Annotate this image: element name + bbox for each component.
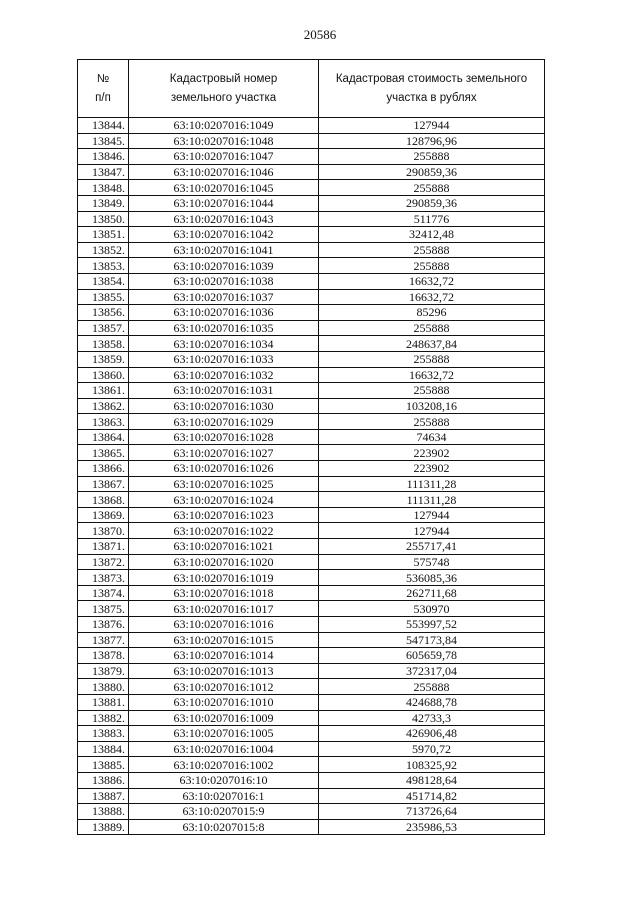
cell-row-number: 13871.: [78, 539, 129, 555]
cell-cadastral-number: 63:10:0207016:1020: [129, 554, 319, 570]
page-number: 20586: [303, 27, 337, 42]
cell-cadastral-cost: 255888: [319, 383, 545, 399]
cell-cadastral-cost: 255888: [319, 258, 545, 274]
header-number-line2: п/п: [95, 91, 111, 104]
header-cadastral-number: [129, 60, 319, 118]
cell-cadastral-number: 63:10:0207016:1012: [129, 679, 319, 695]
cell-cadastral-number: 63:10:0207016:1005: [129, 726, 319, 742]
cell-cadastral-number: 63:10:0207016:1045: [129, 180, 319, 196]
cell-row-number: 13862.: [78, 398, 129, 414]
cell-cadastral-cost: 5970,72: [319, 741, 545, 757]
header-cost-line1: Кадастровая стоимость земельного: [335, 72, 528, 85]
cell-cadastral-number: 63:10:0207016:1030: [129, 398, 319, 414]
cell-cadastral-number: 63:10:0207016:1042: [129, 227, 319, 243]
table-row: [78, 804, 545, 820]
table-row: [78, 164, 545, 180]
cell-cadastral-cost: 575748: [319, 554, 545, 570]
cell-cadastral-cost: 85296: [319, 305, 545, 321]
cell-cadastral-number: 63:10:0207016:1037: [129, 289, 319, 305]
cell-cadastral-number: 63:10:0207016:1017: [129, 601, 319, 617]
header-cost-line2: участка в рублях: [386, 91, 477, 104]
table-row: [78, 710, 545, 726]
cell-cadastral-number: 63:10:0207016:1016: [129, 617, 319, 633]
cell-cadastral-cost: 16632,72: [319, 289, 545, 305]
cell-cadastral-cost: 111311,28: [319, 476, 545, 492]
cell-row-number: 13884.: [78, 741, 129, 757]
cell-row-number: 13883.: [78, 726, 129, 742]
cell-cadastral-cost: 108325,92: [319, 757, 545, 773]
cell-cadastral-number: 63:10:0207016:1034: [129, 336, 319, 352]
cell-cadastral-number: 63:10:0207016:1036: [129, 305, 319, 321]
cell-cadastral-cost: 255888: [319, 180, 545, 196]
cell-cadastral-cost: 553997,52: [319, 617, 545, 633]
table-row: [78, 601, 545, 617]
cell-row-number: 13859.: [78, 351, 129, 367]
cell-row-number: 13877.: [78, 632, 129, 648]
cell-cadastral-cost: 262711,68: [319, 585, 545, 601]
cell-row-number: 13887.: [78, 788, 129, 804]
cell-row-number: 13849.: [78, 195, 129, 211]
cell-row-number: 13854.: [78, 273, 129, 289]
table-row: [78, 726, 545, 742]
cell-cadastral-cost: 16632,72: [319, 367, 545, 383]
cell-cadastral-cost: 290859,36: [319, 195, 545, 211]
table-row: [78, 367, 545, 383]
cell-cadastral-number: 63:10:0207016:1023: [129, 507, 319, 523]
cell-cadastral-cost: 223902: [319, 445, 545, 461]
table-row: [78, 570, 545, 586]
table-row: [78, 445, 545, 461]
cell-row-number: 13873.: [78, 570, 129, 586]
table-row: [78, 195, 545, 211]
table-row: [78, 648, 545, 664]
cell-cadastral-number: 63:10:0207016:1047: [129, 149, 319, 165]
table-row: [78, 694, 545, 710]
cell-cadastral-cost: 74634: [319, 429, 545, 445]
cell-cadastral-number: 63:10:0207016:1002: [129, 757, 319, 773]
cell-cadastral-number: 63:10:0207016:1010: [129, 694, 319, 710]
cell-row-number: 13865.: [78, 445, 129, 461]
table-row: [78, 133, 545, 149]
table-row: [78, 351, 545, 367]
cell-cadastral-number: 63:10:0207016:1041: [129, 242, 319, 258]
table-row: [78, 663, 545, 679]
table-row: [78, 118, 545, 134]
cell-row-number: 13847.: [78, 164, 129, 180]
cell-cadastral-cost: 511776: [319, 211, 545, 227]
table-row: [78, 819, 545, 835]
cell-cadastral-number: 63:10:0207016:1043: [129, 211, 319, 227]
cell-row-number: 13845.: [78, 133, 129, 149]
cell-cadastral-number: 63:10:0207016:1022: [129, 523, 319, 539]
table-body: [78, 118, 545, 835]
table-row: [78, 273, 545, 289]
cell-row-number: 13889.: [78, 819, 129, 835]
table-row: [78, 772, 545, 788]
cell-row-number: 13852.: [78, 242, 129, 258]
cell-cadastral-cost: 223902: [319, 461, 545, 477]
header-number: [78, 60, 129, 118]
table-row: [78, 632, 545, 648]
table-row: [78, 398, 545, 414]
cell-cadastral-number: 63:10:0207016:1027: [129, 445, 319, 461]
cell-row-number: 13846.: [78, 149, 129, 165]
cell-row-number: 13863.: [78, 414, 129, 430]
table-row: [78, 461, 545, 477]
cell-cadastral-cost: 248637,84: [319, 336, 545, 352]
cell-cadastral-number: 63:10:0207016:1009: [129, 710, 319, 726]
cell-cadastral-cost: 536085,36: [319, 570, 545, 586]
cell-cadastral-number: 63:10:0207016:1035: [129, 320, 319, 336]
cell-cadastral-number: 63:10:0207016:1026: [129, 461, 319, 477]
cell-cadastral-number: 63:10:0207016:1: [129, 788, 319, 804]
cell-cadastral-cost: 426906,48: [319, 726, 545, 742]
cell-cadastral-number: 63:10:0207015:9: [129, 804, 319, 820]
cell-row-number: 13869.: [78, 507, 129, 523]
cell-row-number: 13867.: [78, 476, 129, 492]
table-header-row: [78, 60, 545, 118]
cell-cadastral-number: 63:10:0207016:1048: [129, 133, 319, 149]
table-row: [78, 741, 545, 757]
cell-cadastral-cost: 127944: [319, 507, 545, 523]
table-row: [78, 336, 545, 352]
cell-row-number: 13879.: [78, 663, 129, 679]
cell-cadastral-cost: 255888: [319, 149, 545, 165]
cell-row-number: 13856.: [78, 305, 129, 321]
table-row: [78, 149, 545, 165]
cell-row-number: 13885.: [78, 757, 129, 773]
cell-row-number: 13888.: [78, 804, 129, 820]
cell-cadastral-number: 63:10:0207016:1024: [129, 492, 319, 508]
cell-cadastral-cost: 32412,48: [319, 227, 545, 243]
cell-cadastral-number: 63:10:0207016:1019: [129, 570, 319, 586]
cell-row-number: 13850.: [78, 211, 129, 227]
cell-row-number: 13860.: [78, 367, 129, 383]
cell-row-number: 13874.: [78, 585, 129, 601]
table-row: [78, 757, 545, 773]
cell-cadastral-cost: 372317,04: [319, 663, 545, 679]
cell-cadastral-cost: 255888: [319, 414, 545, 430]
table-row: [78, 507, 545, 523]
cell-row-number: 13882.: [78, 710, 129, 726]
table-row: [78, 476, 545, 492]
cell-cadastral-number: 63:10:0207016:1046: [129, 164, 319, 180]
cell-cadastral-number: 63:10:0207016:1025: [129, 476, 319, 492]
cell-cadastral-number: 63:10:0207016:1039: [129, 258, 319, 274]
cell-cadastral-number: 63:10:0207016:1013: [129, 663, 319, 679]
cell-row-number: 13870.: [78, 523, 129, 539]
cell-cadastral-number: 63:10:0207016:1032: [129, 367, 319, 383]
cell-cadastral-cost: 498128,64: [319, 772, 545, 788]
cell-row-number: 13855.: [78, 289, 129, 305]
cell-row-number: 13864.: [78, 429, 129, 445]
table-row: [78, 180, 545, 196]
table-row: [78, 788, 545, 804]
cell-row-number: 13866.: [78, 461, 129, 477]
cell-cadastral-cost: 255717,41: [319, 539, 545, 555]
cell-row-number: 13853.: [78, 258, 129, 274]
cell-cadastral-number: 63:10:0207016:1028: [129, 429, 319, 445]
cell-cadastral-cost: 713726,64: [319, 804, 545, 820]
table-row: [78, 554, 545, 570]
cell-cadastral-number: 63:10:0207016:1049: [129, 118, 319, 134]
cell-row-number: 13881.: [78, 694, 129, 710]
cell-row-number: 13876.: [78, 617, 129, 633]
cell-row-number: 13880.: [78, 679, 129, 695]
table-row: [78, 429, 545, 445]
cell-cadastral-number: 63:10:0207015:8: [129, 819, 319, 835]
cell-cadastral-cost: 255888: [319, 679, 545, 695]
cell-cadastral-number: 63:10:0207016:1038: [129, 273, 319, 289]
table-row: [78, 305, 545, 321]
cell-cadastral-cost: 290859,36: [319, 164, 545, 180]
table-row: [78, 258, 545, 274]
cell-cadastral-cost: 530970: [319, 601, 545, 617]
cell-row-number: 13857.: [78, 320, 129, 336]
cell-cadastral-cost: 255888: [319, 320, 545, 336]
cell-cadastral-number: 63:10:0207016:1004: [129, 741, 319, 757]
cell-cadastral-number: 63:10:0207016:1015: [129, 632, 319, 648]
cell-cadastral-number: 63:10:0207016:1031: [129, 383, 319, 399]
cell-cadastral-cost: 127944: [319, 118, 545, 134]
cell-row-number: 13844.: [78, 118, 129, 134]
cell-cadastral-cost: 235986,53: [319, 819, 545, 835]
table-row: [78, 679, 545, 695]
cell-cadastral-number: 63:10:0207016:10: [129, 772, 319, 788]
table-row: [78, 617, 545, 633]
cell-row-number: 13848.: [78, 180, 129, 196]
cell-cadastral-number: 63:10:0207016:1014: [129, 648, 319, 664]
cell-cadastral-cost: 451714,82: [319, 788, 545, 804]
header-number-line1: №: [96, 72, 110, 85]
cadastral-table: [77, 59, 545, 835]
cell-row-number: 13886.: [78, 772, 129, 788]
cell-cadastral-cost: 111311,28: [319, 492, 545, 508]
cell-cadastral-cost: 547173,84: [319, 632, 545, 648]
table-row: [78, 320, 545, 336]
table-row: [78, 585, 545, 601]
table-row: [78, 227, 545, 243]
cell-cadastral-cost: 424688,78: [319, 694, 545, 710]
cell-cadastral-number: 63:10:0207016:1029: [129, 414, 319, 430]
cell-cadastral-cost: 605659,78: [319, 648, 545, 664]
cell-cadastral-number: 63:10:0207016:1018: [129, 585, 319, 601]
cell-cadastral-cost: 42733,3: [319, 710, 545, 726]
table-row: [78, 492, 545, 508]
cell-cadastral-cost: 16632,72: [319, 273, 545, 289]
table-row: [78, 383, 545, 399]
cell-cadastral-cost: 103208,16: [319, 398, 545, 414]
cell-cadastral-cost: 255888: [319, 351, 545, 367]
cell-cadastral-cost: 255888: [319, 242, 545, 258]
cell-cadastral-cost: 127944: [319, 523, 545, 539]
header-cadastral-line2: земельного участка: [170, 91, 277, 104]
table-row: [78, 242, 545, 258]
cell-cadastral-number: 63:10:0207016:1044: [129, 195, 319, 211]
cell-row-number: 13851.: [78, 227, 129, 243]
cell-row-number: 13872.: [78, 554, 129, 570]
cell-cadastral-number: 63:10:0207016:1021: [129, 539, 319, 555]
cell-row-number: 13858.: [78, 336, 129, 352]
cell-row-number: 13868.: [78, 492, 129, 508]
table-row: [78, 414, 545, 430]
cell-row-number: 13861.: [78, 383, 129, 399]
cell-cadastral-cost: 128796,96: [319, 133, 545, 149]
cell-row-number: 13875.: [78, 601, 129, 617]
table-row: [78, 523, 545, 539]
table-row: [78, 539, 545, 555]
table-row: [78, 211, 545, 227]
cell-cadastral-number: 63:10:0207016:1033: [129, 351, 319, 367]
header-cadastral-line1: Кадастровый номер: [169, 72, 278, 85]
table-row: [78, 289, 545, 305]
cell-row-number: 13878.: [78, 648, 129, 664]
header-cadastral-cost: [319, 60, 545, 118]
